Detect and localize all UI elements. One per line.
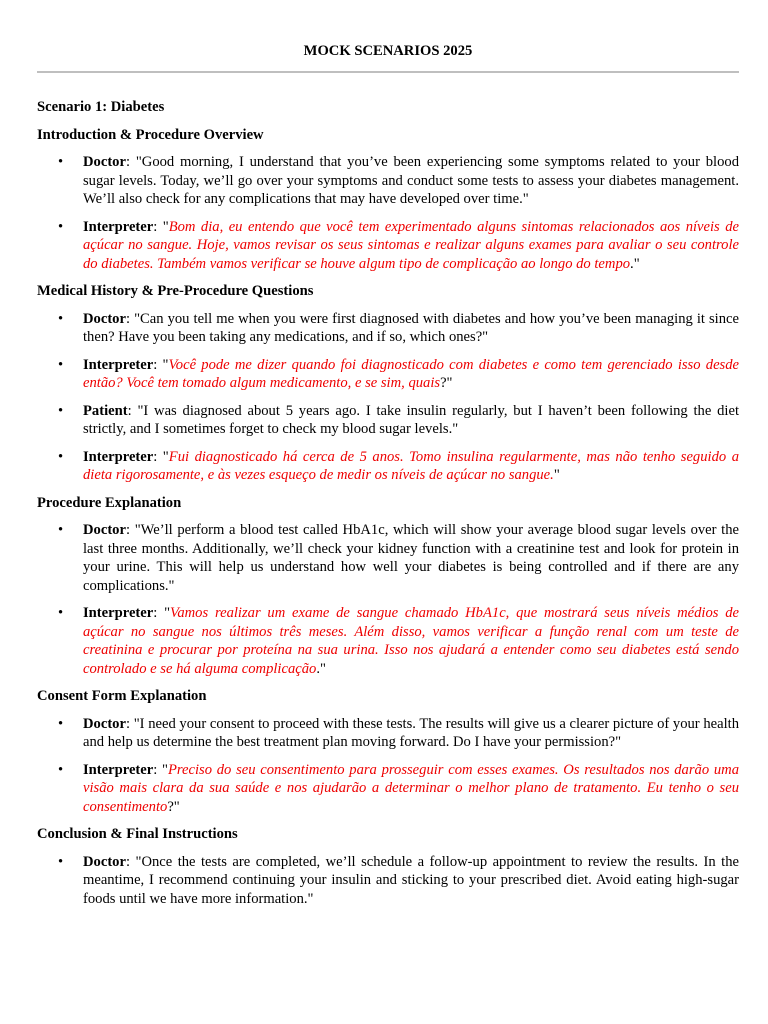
dialogue-list [37, 521, 739, 678]
speaker-separator: : " [153, 761, 168, 778]
closing-punctuation: " [553, 467, 560, 483]
utterance-text: "Good morning, I understand that you’ve been experiencing some symptoms related to your blood sugar levels. Today, we’ll go over your symptoms and conduct some tests to assess your diabetes management. We’ll also check for any complications that may have developed over time." [83, 154, 739, 207]
utterance-text: "We’ll perform a blood test called HbA1c, which will show your average blood sugar levels over the last three months. Additionally, we’ll check your kidney function with a creatinine test and look for protein in your urine. This will help us understand how well your diabetes is being controlled and if there are any complications." [83, 522, 739, 594]
speaker-label: Interpreter [83, 761, 154, 778]
dialogue-list [37, 310, 739, 485]
speaker-label: Doctor [83, 522, 126, 538]
dialogue-item [37, 853, 739, 909]
dialogue-item [37, 761, 739, 817]
dialogue-item [37, 715, 739, 752]
section [37, 126, 739, 274]
closing-punctuation: ." [316, 660, 326, 677]
document-title: MOCK SCENARIOS 2025 [303, 43, 473, 59]
translation-text: Bom dia, eu entendo que você tem experimentado alguns sintomas relacionados aos níveis de açúcar no sangue. Hoje, vamos revisar os seus sintomas e realizar alguns exames para avaliar o seu controle do diabetes. Também vamos verificar se houve algum tipo de complicação ao longo do tempo [83, 218, 739, 272]
dialogue-list [37, 853, 739, 909]
speaker-separator: : [125, 154, 136, 170]
section-heading: Conclusion & Final Instructions [37, 826, 238, 842]
dialogue-item [37, 218, 739, 274]
closing-punctuation: ?" [167, 798, 180, 815]
utterance-text: "Can you tell me when you were first diagnosed with diabetes and how you’ve been managing it since then? Have you been taking any medications, and if so, which ones?" [83, 310, 739, 345]
section [37, 687, 739, 816]
speaker-separator: : " [153, 218, 169, 235]
utterance-text: "I was diagnosed about 5 years ago. I take insulin regularly, but I haven’t been following the diet strictly, and I sometimes forget to check my blood sugar levels." [83, 402, 739, 437]
speaker-label: Patient [83, 402, 128, 419]
dialogue-item [37, 310, 739, 347]
translation-text: Vamos realizar um exame de sangue chamado HbA1c, que mostrará seus níveis médios de açúcar no sangue nos últimos três meses. Além disso, vamos verificar a função renal com um teste de creatinina e procurar por proteína na sua urina. Isso nos ajudará a entender como seu diabetes está sendo controlado e se há alguma complicação [83, 605, 739, 677]
speaker-separator: : " [153, 605, 171, 621]
title-divider [37, 71, 739, 73]
translation-text: Preciso do seu consentimento para prosseguir com esses exames. Os resultados nos darão uma visão mais clara da sua saúde e nos ajudarão a determinar o melhor plano de tratamento. Eu tenho o seu consentimento [83, 761, 739, 815]
speaker-separator: : [125, 853, 136, 870]
translation-text: Fui diagnosticado há cerca de 5 anos. Tomo insulina regularmente, mas não tenho seguido a dieta rigorosamente, e às vezes esqueço de medir os níveis de açúcar no sangue. [83, 448, 739, 483]
speaker-separator: : [125, 715, 134, 732]
speaker-label: Doctor [83, 310, 126, 327]
dialogue-item [37, 356, 739, 393]
speaker-label: Doctor [83, 715, 126, 732]
section-heading: Procedure Explanation [37, 494, 182, 511]
dialogue-item [37, 402, 739, 439]
dialogue-item [37, 604, 739, 678]
speaker-separator: : " [153, 356, 169, 373]
utterance-text: "Once the tests are completed, we’ll schedule a follow-up appointment to review the results. In the meantime, I recommend continuing your insulin and sticking to your prescribed diet. Avoid eating high-sugar foods until we have more information." [83, 853, 739, 907]
dialogue-list [37, 153, 739, 273]
speaker-label: Interpreter [83, 218, 154, 235]
dialogue-item [37, 153, 739, 209]
closing-punctuation: ?" [440, 375, 453, 391]
speaker-label: Interpreter [83, 605, 154, 621]
dialogue-item [37, 448, 739, 485]
translation-text: Você pode me dizer quando foi diagnosticado com diabetes e como tem gerenciado isso desde então? Você tem tomado algum medicamento, e se sim, quais [83, 356, 740, 391]
dialogue-item [37, 521, 739, 595]
speaker-label: Interpreter [83, 356, 154, 373]
closing-punctuation: ." [630, 255, 640, 272]
speaker-label: Doctor [83, 853, 126, 870]
speaker-separator: : [125, 522, 135, 538]
section-heading: Introduction & Procedure Overview [37, 126, 264, 143]
speaker-label: Interpreter [83, 448, 154, 465]
section-heading: Consent Form Explanation [37, 688, 207, 704]
speaker-label: Doctor [83, 154, 126, 170]
scenario-title: Scenario 1: Diabetes [37, 99, 165, 115]
section [37, 825, 739, 908]
speaker-separator: : [127, 402, 138, 419]
utterance-text: "I need your consent to proceed with these tests. The results will give us a clearer picture of your health and help us determine the best treatment plan moving forward. Do I have your permission?" [83, 715, 740, 750]
section [37, 282, 739, 485]
speaker-separator: : " [153, 448, 169, 465]
section [37, 494, 739, 679]
sections-container [37, 126, 739, 909]
speaker-separator: : [125, 310, 135, 327]
section-heading: Medical History & Pre-Procedure Questions [37, 283, 314, 299]
dialogue-list [37, 715, 739, 817]
